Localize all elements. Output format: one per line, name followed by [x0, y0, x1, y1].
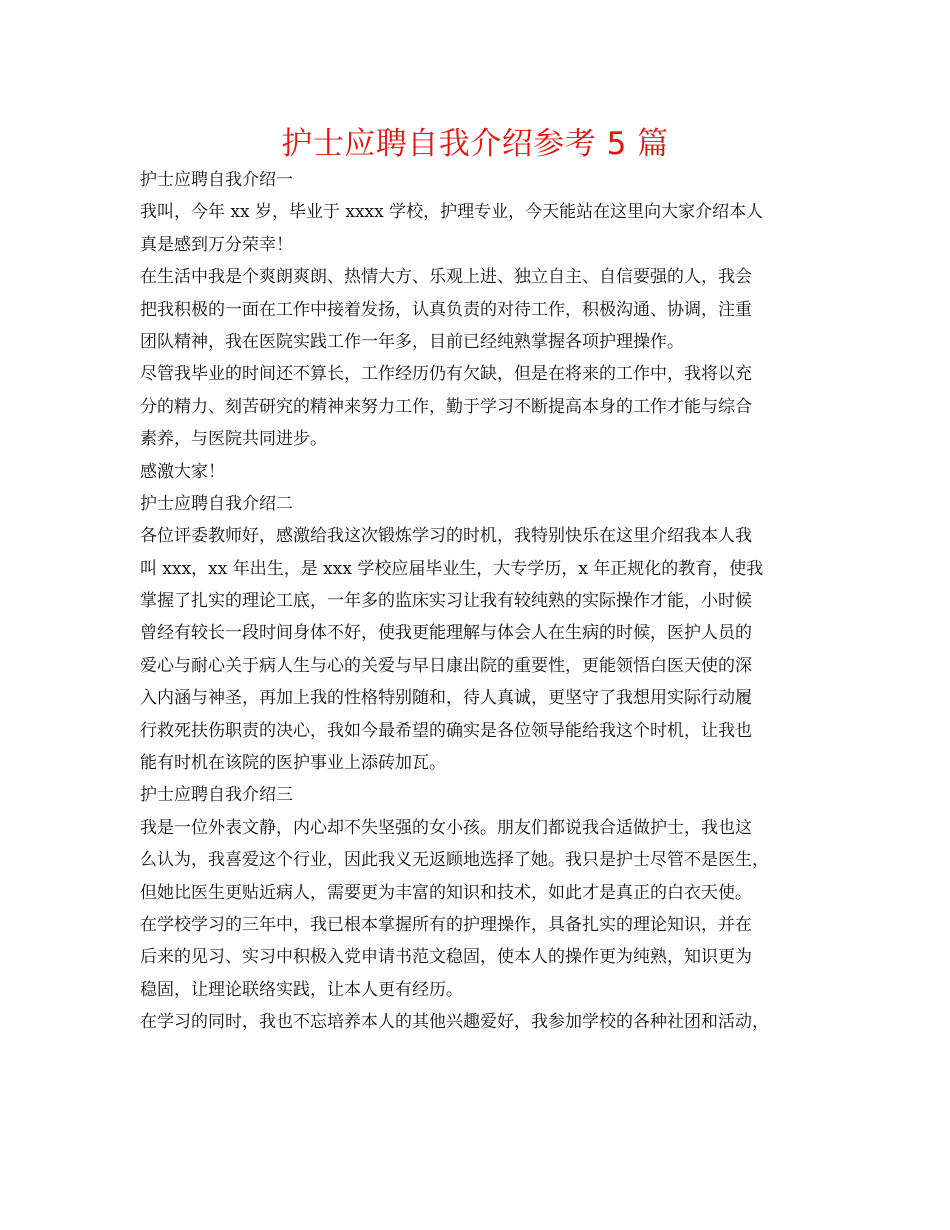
document-title: 护士应聘自我介绍参考 5 篇	[281, 126, 669, 162]
text-line: 爱心与耐心关于病人生与心的关爱与早日康出院的重要性，更能领悟白医天使的深	[140, 655, 752, 676]
text-line: 尽管我毕业的时间还不算长，工作经历仍有欠缺，但是在将来的工作中，我将以充	[140, 364, 752, 385]
text-line: 感激大家！	[140, 461, 225, 482]
text-line: 掌握了扎实的理论工底，一年多的监床实习让我有较纯熟的实际操作才能，小时候	[140, 591, 752, 612]
document-body	[140, 164, 812, 1039]
text-line: 在学习的同时，我也不忘培养本人的其他兴趣爱好，我参加学校的各种社团和活动，	[140, 1012, 769, 1033]
text-line: 真是感到万分荣幸！	[140, 234, 293, 255]
section-heading-3: 护士应聘自我介绍三	[140, 785, 293, 806]
text-line: 分的精力、刻苦研究的精神来努力工作，勤于学习不断提高本身的工作才能与综合	[140, 396, 752, 417]
text-line: 把我积极的一面在工作中接着发扬，认真负责的对待工作，积极沟通、协调，注重	[140, 299, 752, 320]
text-line: 入内涵与神圣，再加上我的性格特别随和，待人真诚，更坚守了我想用实际行动履	[140, 688, 752, 709]
section-heading-1: 护士应聘自我介绍一	[140, 170, 293, 190]
text-line: 稳固，让理论联络实践，让本人更有经历。	[140, 979, 463, 1000]
text-line: 各位评委教师好，感激给我这次锻炼学习的时机，我特别快乐在这里介绍我本人我	[140, 526, 752, 547]
text-line: 后来的见习、实习中积极入党申请书范文稳固，使本人的操作更为纯熟，知识更为	[140, 947, 752, 968]
text-line: 团队精神，我在医院实践工作一年多，目前已经纯熟掌握各项护理操作。	[140, 331, 684, 352]
text-line: 我是一位外表文静，内心却不失坚强的女小孩。朋友们都说我合适做护士，我也这	[140, 817, 752, 838]
section-heading-2: 护士应聘自我介绍二	[140, 493, 293, 514]
text-line: 我叫，今年 xx 岁，毕业于 xxxx 学校，护理专业，今天能站在这里向大家介绍本人	[140, 202, 764, 223]
text-line: 素养，与医院共同进步。	[140, 429, 327, 450]
text-line: 叫 xxx，xx 年出生，是 xxx 学校应届毕业生，大专学历，x 年正规化的教育，使我	[140, 558, 764, 579]
text-line: 能有时机在该院的医护事业上添砖加瓦。	[140, 753, 446, 774]
text-line: 在生活中我是个爽朗爽朗、热情大方、乐观上进、独立自主、自信要强的人，我会	[140, 267, 752, 288]
text-line: 但她比医生更贴近病人，需要更为丰富的知识和技术，如此才是真正的白衣天使。	[140, 882, 752, 903]
text-line: 在学校学习的三年中，我已根本掌握所有的护理操作，具备扎实的理论知识，并在	[140, 914, 752, 935]
text-line: 曾经有较长一段时间身体不好，使我更能理解与体会人在生病的时候，医护人员的	[140, 623, 752, 644]
text-line: 行救死扶伤职责的决心，我如今最希望的确实是各位领导能给我这个时机，让我也	[140, 720, 752, 741]
text-line: 么认为，我喜爱这个行业，因此我义无返顾地选择了她。我只是护士尽管不是医生，	[140, 850, 769, 871]
